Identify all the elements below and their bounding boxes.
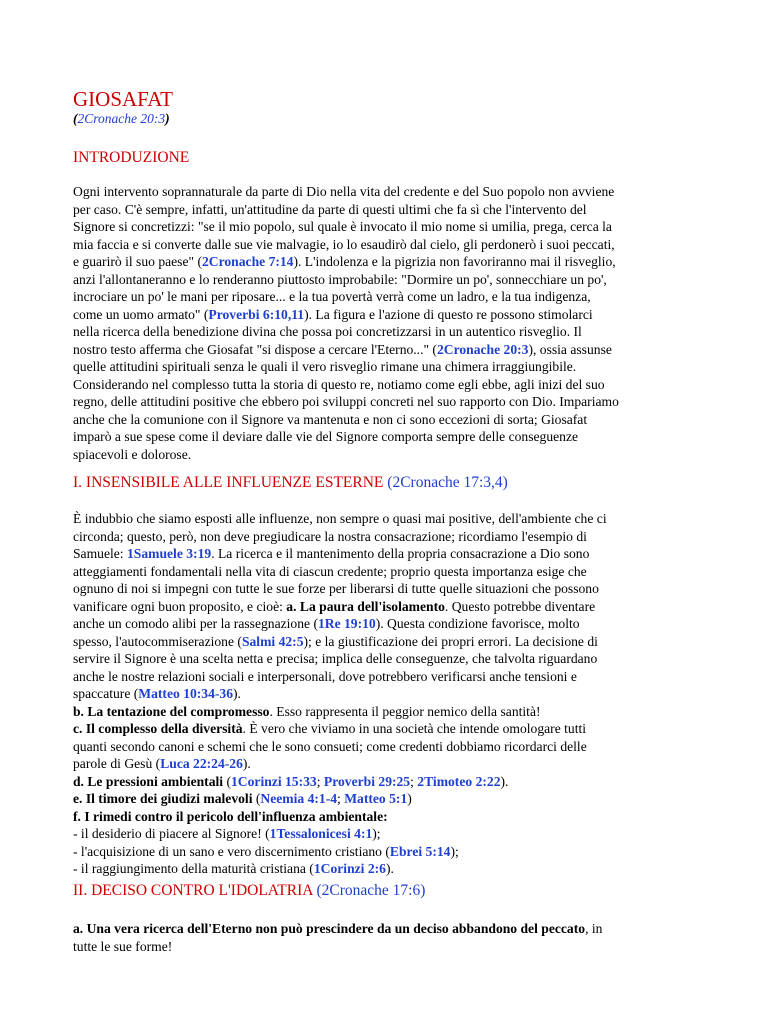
text-run: . È vero che viviamo in una società che intende omologare tutti bbox=[242, 721, 587, 736]
scripture-link[interactable]: Salmi 42:5 bbox=[241, 633, 304, 649]
heading-text: II. DECISO CONTRO L'IDOLATRIA bbox=[73, 882, 313, 899]
text-run: . Questo potrebbe diventare bbox=[444, 598, 596, 614]
text-run: . Esso rappresenta il peggior nemico della santità! bbox=[269, 703, 541, 719]
bold-point: e. Il timore dei giudizi malevoli bbox=[73, 791, 253, 806]
scripture-link[interactable]: 1Samuele 3:19 bbox=[126, 546, 212, 561]
text-run: Samuele: bbox=[73, 546, 127, 561]
text-line bbox=[73, 253, 705, 271]
text-run: , in bbox=[585, 921, 603, 936]
bold-point: f. I rimedi contro il pericolo dell'influenza ambientale: bbox=[73, 808, 388, 824]
text-line: Signore si concretizzi: "se il mio popolo, sul quale è invocato il mio nome si umilia, prega, cerca la bbox=[73, 219, 612, 234]
text-line: spiacevoli e dolorose. bbox=[73, 446, 192, 462]
scripture-link[interactable]: 2Cronache 20:3 bbox=[436, 341, 529, 357]
text-run: ( bbox=[223, 773, 231, 789]
text-line: servire il Signore è una scelta netta e precisa; implica delle conseguenze, che talvolta riguardano bbox=[73, 651, 598, 666]
text-run: ). bbox=[233, 686, 241, 701]
text-line: incrociare un po' le mani per riposare... e la tua povertà verrà come un ladro, e la tua indigenza, bbox=[73, 289, 591, 304]
text-line: circonda; questo, però, non deve pregiudicare la nostra consacrazione; ricordiamo l'esempio di bbox=[73, 528, 587, 544]
text-line: quanti secondo canoni e schemi che le sono consueti; come credenti dobbiamo ricordarci delle bbox=[73, 738, 587, 754]
scripture-link[interactable]: Matteo 10:34-36 bbox=[138, 686, 234, 701]
section-2-paragraph bbox=[73, 920, 705, 955]
paren-close: ) bbox=[165, 111, 170, 126]
text-line bbox=[73, 790, 705, 808]
text-line: Considerando nel complesso tutta la storia di questo re, notiamo come egli ebbe, agli inizi del suo bbox=[73, 376, 605, 392]
text-run: ), ossia assunse bbox=[528, 341, 612, 357]
text-line bbox=[73, 703, 705, 721]
text-run: ); e la giustificazione dei propri errori. La decisione di bbox=[303, 633, 598, 649]
text-run: ( bbox=[252, 791, 261, 806]
text-run: anche un comodo alibi per la rassegnazione ( bbox=[73, 616, 318, 631]
text-line: atteggiamenti fondamentali nella vita di ciascun credente; proprio questa importanza esige che bbox=[73, 563, 587, 579]
text-line bbox=[73, 755, 705, 773]
intro-paragraph bbox=[73, 183, 705, 463]
text-line bbox=[73, 773, 705, 791]
text-run: come un uomo armato" ( bbox=[73, 306, 209, 322]
text-run: parole di Gesù ( bbox=[73, 756, 161, 771]
scripture-link[interactable]: 1Re 19:10 bbox=[317, 616, 376, 631]
text-run: ). L'indolenza e la pigrizia non favoriranno mai il risveglio, bbox=[293, 254, 616, 269]
text-run: - il raggiungimento della maturità cristiana ( bbox=[73, 861, 314, 876]
section-1-paragraph bbox=[73, 510, 705, 878]
text-line: tutte le sue forme! bbox=[73, 938, 173, 954]
scripture-link[interactable]: 1Corinzi 15:33 bbox=[231, 773, 317, 789]
scripture-link[interactable]: 1Tessalonicesi 4:1 bbox=[269, 826, 373, 841]
paren-open: ( bbox=[73, 111, 78, 126]
text-line bbox=[73, 808, 705, 826]
text-line bbox=[73, 685, 705, 703]
scripture-link[interactable]: Proverbi 6:10,11 bbox=[208, 306, 305, 322]
text-run: ). bbox=[500, 773, 509, 789]
text-run: . La ricerca e il mantenimento della propria consacrazione a Dio sono bbox=[211, 546, 590, 561]
text-run: ). bbox=[242, 756, 251, 771]
bold-point: a. Una vera ricerca dell'Eterno non può prescindere da un deciso abbandono del peccato bbox=[73, 921, 586, 936]
text-run: - l'acquisizione di un sano e vero discernimento cristiano ( bbox=[73, 843, 390, 859]
text-line bbox=[73, 615, 705, 633]
text-line bbox=[73, 341, 705, 359]
text-line: nella ricerca della benedizione divina che possa poi concretizzarsi in un autentico risveglio. Il bbox=[73, 324, 582, 339]
text-line: ognuno di noi si impegni con tutte le sue forze per liberarsi di tutte quelle situazioni che possono bbox=[73, 581, 599, 596]
text-run: spesso, l'autocommiserazione ( bbox=[73, 633, 242, 649]
bold-point: a. La paura dell'isolamento bbox=[286, 598, 445, 614]
heading-section-2 bbox=[73, 882, 425, 900]
text-line bbox=[73, 306, 705, 324]
text-line bbox=[73, 720, 705, 738]
text-line bbox=[73, 545, 705, 563]
text-run: ); bbox=[372, 826, 381, 841]
text-run: e guarirò il suo paese" ( bbox=[73, 254, 202, 269]
text-run: vanificare ogni buon proposito, e cioè: bbox=[73, 598, 287, 614]
text-run: spaccature ( bbox=[73, 686, 139, 701]
text-line bbox=[73, 598, 705, 616]
text-line: anche le nostre relazioni sociali e interpersonali, dove potrebbero verificarsi anche tensioni e bbox=[73, 668, 577, 684]
text-line: Ogni intervento soprannaturale da parte di Dio nella vita del credente e del Suo popolo non avviene bbox=[73, 184, 615, 199]
scripture-link[interactable]: (2Cronache 17:3,4) bbox=[387, 474, 508, 491]
scripture-link[interactable]: (2Cronache 17:6) bbox=[316, 882, 426, 899]
scripture-link[interactable]: Matteo 5:1 bbox=[344, 791, 408, 806]
text-line: imparò a sue spese come il deviare dalle vie del Signore comporta sempre delle conseguenze bbox=[73, 429, 579, 444]
text-line bbox=[73, 860, 705, 878]
scripture-link[interactable]: Luca 22:24-26 bbox=[160, 756, 243, 771]
text-run: ; bbox=[316, 773, 324, 789]
text-line: regno, delle attitudini positive che ebbero poi sviluppi concreti nel suo rapporto con Dio. Impariamo bbox=[73, 394, 619, 409]
text-line: quelle attitudini spirituali senza le quali il vero risveglio rimane una chimera irraggiungibile. bbox=[73, 359, 577, 374]
text-line: mia faccia e si converte dalle sue vie malvagie, io lo esaudirò dal cielo, gli perdonerò i suoi peccati, bbox=[73, 236, 615, 252]
heading-section-1 bbox=[73, 474, 508, 492]
text-run: ). Questa condizione favorisce, molto bbox=[375, 616, 580, 631]
text-line bbox=[73, 920, 705, 938]
title-reference bbox=[73, 111, 170, 127]
scripture-link[interactable]: 2Timoteo 2:22 bbox=[417, 773, 501, 789]
text-line bbox=[73, 843, 705, 861]
text-line: per caso. C'è sempre, infatti, un'attitudine da parte di questi ultimi che fa sì che l'intervento del bbox=[73, 201, 587, 217]
text-run: - il desiderio di piacere al Signore! ( bbox=[73, 826, 270, 841]
scripture-link[interactable]: 2Cronache 20:3 bbox=[77, 111, 166, 126]
text-line bbox=[73, 825, 705, 843]
scripture-link[interactable]: Neemia 4:1-4 bbox=[260, 791, 338, 806]
text-run: ; bbox=[337, 791, 345, 806]
text-run: ). bbox=[385, 861, 394, 876]
scripture-link[interactable]: 1Corinzi 2:6 bbox=[313, 861, 386, 876]
text-run: ). La figura e l'azione di questo re possono stimolarci bbox=[304, 306, 593, 322]
text-line: anzi l'allontaneranno e lo renderanno piuttosto improbabile: "Dormire un po', sonnecchiare un po', bbox=[73, 271, 607, 287]
heading-text: I. INSENSIBILE ALLE INFLUENZE ESTERNE bbox=[73, 474, 384, 491]
bold-point: d. Le pressioni ambientali bbox=[73, 773, 224, 789]
text-line bbox=[73, 633, 705, 651]
bold-point: b. La tentazione del compromesso bbox=[73, 703, 270, 719]
text-run: ); bbox=[450, 843, 459, 859]
text-line: È indubbio che siamo esposti alle influenze, non sempre o quasi mai positive, dell'ambiente che ci bbox=[73, 511, 607, 526]
text-run: nostro testo afferma che Giosafat "si dispose a cercare l'Eterno..." ( bbox=[73, 341, 437, 357]
text-line: anche che la comunione con il Signore va mantenuta e non ci sono eccezioni di sorta; Giosafat bbox=[73, 411, 588, 427]
heading-introduzione: INTRODUZIONE bbox=[73, 149, 190, 166]
text-run: ) bbox=[407, 791, 412, 806]
bold-point: c. Il complesso della diversità bbox=[73, 721, 243, 736]
scripture-link[interactable]: Ebrei 5:14 bbox=[389, 843, 451, 859]
document-title: GIOSAFAT bbox=[73, 87, 173, 111]
text-run: ; bbox=[410, 773, 418, 789]
scripture-link[interactable]: 2Cronache 7:14 bbox=[201, 254, 294, 269]
scripture-link[interactable]: Proverbi 29:25 bbox=[323, 773, 411, 789]
